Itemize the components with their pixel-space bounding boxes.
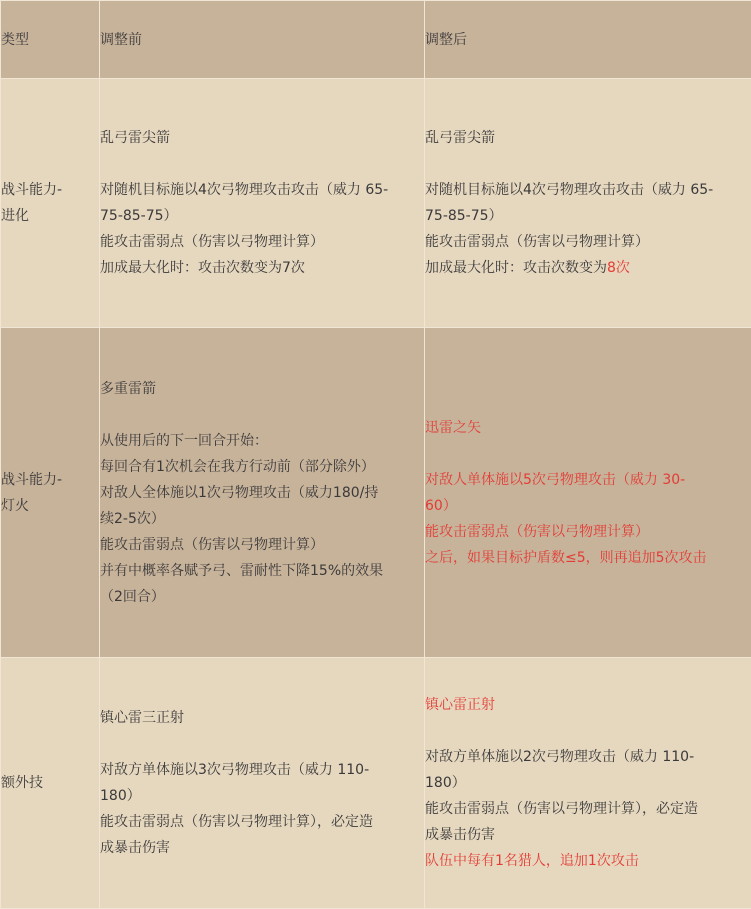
desc-line: （2回合） xyxy=(100,584,424,610)
desc-line: 对随机目标施以4次弓物理攻击攻击（威力 65- xyxy=(100,177,424,203)
skill-name: 镇心雷三正射 xyxy=(100,705,424,731)
desc-line: 成暴击伤害 xyxy=(100,835,424,861)
after-cell xyxy=(425,328,751,658)
before-cell xyxy=(100,658,425,909)
header-after: 调整后 xyxy=(425,1,751,79)
desc-line: 对敌人全体施以1次弓物理攻击（威力180/持 xyxy=(100,480,424,506)
before-cell xyxy=(100,79,425,328)
desc-line: 能攻击雷弱点（伤害以弓物理计算） xyxy=(100,532,424,558)
desc-line: 能攻击雷弱点（伤害以弓物理计算），必定造 xyxy=(425,796,751,822)
desc-line: 能攻击雷弱点（伤害以弓物理计算） xyxy=(425,229,751,255)
desc-line: 每回合有1次机会在我方行动前（部分除外） xyxy=(100,454,424,480)
desc-line: 之后，如果目标护盾数≤5，则再追加5次攻击 xyxy=(425,545,751,571)
desc-line: 续2-5次） xyxy=(100,506,424,532)
type-line: 进化 xyxy=(1,203,99,229)
skill-name: 乱弓雷尖箭 xyxy=(425,125,751,151)
desc-line: 180） xyxy=(425,770,751,796)
table-row xyxy=(1,328,751,658)
header-type: 类型 xyxy=(1,1,100,79)
row-type-cell xyxy=(1,79,100,328)
table-row xyxy=(1,79,751,328)
type-line: 灯火 xyxy=(1,493,99,519)
desc-line: 能攻击雷弱点（伤害以弓物理计算），必定造 xyxy=(100,809,424,835)
desc-line: 并有中概率各赋予弓、雷耐性下降15%的效果 xyxy=(100,558,424,584)
desc-line: 能攻击雷弱点（伤害以弓物理计算） xyxy=(425,519,751,545)
desc-line: 75-85-75） xyxy=(425,203,751,229)
table-row xyxy=(1,658,751,909)
table-header-row xyxy=(1,1,751,79)
desc-line: 从使用后的下一回合开始： xyxy=(100,428,424,454)
desc-text: 加成最大化时：攻击次数变为 xyxy=(425,260,607,276)
desc-line: 对敌方单体施以3次弓物理攻击（威力 110- xyxy=(100,757,424,783)
desc-line: 180） xyxy=(100,783,424,809)
header-before: 调整前 xyxy=(100,1,425,79)
skill-name: 乱弓雷尖箭 xyxy=(100,125,424,151)
desc-line: 对敌人单体施以5次弓物理攻击（威力 30- xyxy=(425,467,751,493)
after-cell xyxy=(425,658,751,909)
desc-line: 对随机目标施以4次弓物理攻击攻击（威力 65- xyxy=(425,177,751,203)
before-cell xyxy=(100,328,425,658)
type-line: 战斗能力- xyxy=(1,177,99,203)
desc-line: 队伍中每有1名猎人，追加1次攻击 xyxy=(425,848,751,874)
after-cell xyxy=(425,79,751,328)
desc-line xyxy=(425,255,751,281)
type-line: 战斗能力- xyxy=(1,467,99,493)
desc-line: 加成最大化时：攻击次数变为7次 xyxy=(100,255,424,281)
desc-line: 对敌方单体施以2次弓物理攻击（威力 110- xyxy=(425,744,751,770)
skill-name: 多重雷箭 xyxy=(100,376,424,402)
changed-text: 8次 xyxy=(607,260,630,276)
desc-line: 60） xyxy=(425,493,751,519)
skill-name: 镇心雷正射 xyxy=(425,692,751,718)
desc-line: 75-85-75） xyxy=(100,203,424,229)
row-type-cell xyxy=(1,658,100,909)
skill-name: 迅雷之矢 xyxy=(425,415,751,441)
row-type-cell xyxy=(1,328,100,658)
desc-line: 能攻击雷弱点（伤害以弓物理计算） xyxy=(100,229,424,255)
type-line: 额外技 xyxy=(1,770,99,796)
desc-line: 成暴击伤害 xyxy=(425,822,751,848)
